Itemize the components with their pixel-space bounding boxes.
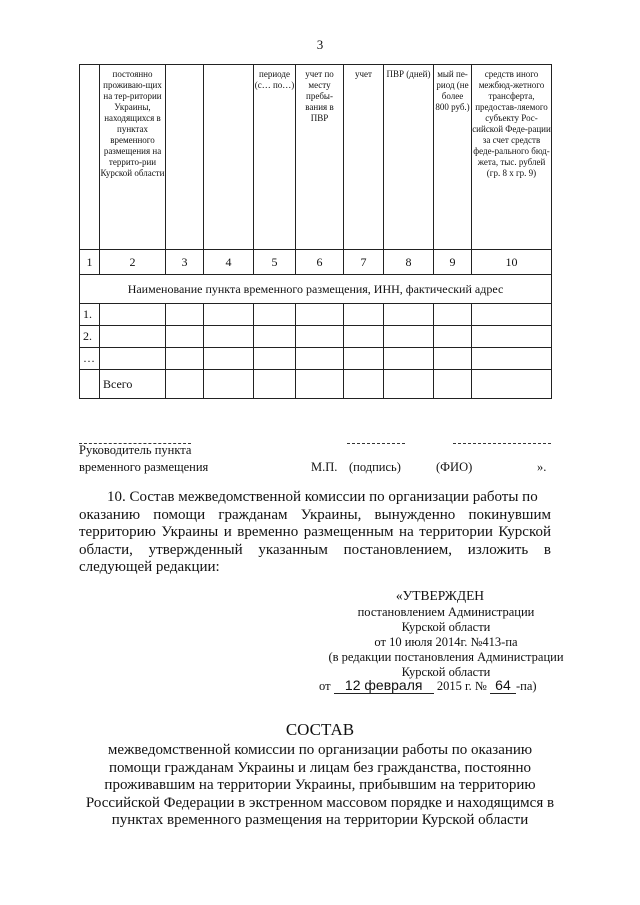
signature-title-line2: временного размещения — [79, 460, 209, 474]
header-cell: периоде (с… по…) — [254, 65, 296, 250]
column-number: 7 — [344, 250, 384, 275]
table-row — [80, 348, 552, 370]
total-row — [80, 370, 552, 399]
row-index: 2. — [80, 326, 100, 348]
header-cell: учет — [344, 65, 384, 250]
approval-line: Курской области — [401, 665, 491, 679]
body-line: Российской Федерации в экстренном массовом порядке и находящимся в — [85, 794, 555, 811]
column-number: 10 — [472, 250, 552, 275]
paragraph-10-line: территорию Украины и временно размещенным на территории Курской — [79, 524, 551, 540]
report-table — [79, 64, 552, 399]
body-line: пунктах временного размещения на территории Курской области — [111, 812, 529, 828]
signature-underline — [79, 443, 191, 444]
approval-line: от 10 июля 2014г. №413-па — [374, 635, 518, 649]
fio-label: (ФИО) — [436, 460, 473, 474]
column-number: 2 — [100, 250, 166, 275]
column-number: 5 — [254, 250, 296, 275]
signature-underline — [453, 443, 551, 444]
header-cell: средств иного межбюд-жетного трансферта, предостав-ляемого субъекту Рос-сийской Феде-рации за счет средств феде-рального бюд-жета, тыс. рублей (гр. 8 х гр. 9) — [472, 65, 552, 250]
paragraph-10-line: области, утвержденный указанным постановлением, изложить в — [79, 542, 551, 558]
row-index: … — [80, 348, 100, 370]
approval-line: (в редакции постановления Администрации — [328, 650, 564, 664]
approval-line: постановлением Администрации — [357, 605, 535, 619]
header-cell: мый пе-риод (не более 800 руб.) — [434, 65, 472, 250]
page-number: 3 — [316, 37, 324, 52]
header-cell — [166, 65, 204, 250]
body-line: проживавшим на территории Украины, прибывшим на территорию — [104, 777, 536, 793]
signature-title-line1: Руководитель пункта — [79, 443, 192, 457]
body-line: межведомственной комиссии по организации работы по оказанию — [107, 742, 533, 758]
paragraph-10-line: 10. Состав межведомственной комиссии по организации работы по — [107, 489, 538, 505]
header-cell: ПВР (дней) — [384, 65, 434, 250]
signature-label: (подпись) — [349, 460, 401, 474]
column-number: 6 — [296, 250, 344, 275]
table-header-row — [80, 65, 552, 250]
approval-line: Курской области — [401, 620, 491, 634]
table-row — [80, 326, 552, 348]
commission-description — [79, 742, 561, 830]
total-label: Всего — [100, 370, 166, 399]
column-number: 8 — [384, 250, 434, 275]
body-line: помощи гражданам Украины и лицам без гражданства, постоянно — [108, 759, 532, 776]
column-number: 4 — [204, 250, 254, 275]
signature-underline — [347, 443, 405, 444]
span-row-label: Наименование пункта временного размещения, ИНН, фактический адрес — [80, 275, 552, 304]
header-cell: постоянно проживаю-щих на тер-ритории Украины, находящихся в пунктах временного размещения на террито-рии Курской области — [100, 65, 166, 250]
column-number: 1 — [80, 250, 100, 275]
document-title: СОСТАВ — [285, 720, 355, 739]
table-row — [80, 304, 552, 326]
closing-quote: ». — [537, 460, 547, 474]
header-cell — [80, 65, 100, 250]
paragraph-10-line: следующей редакции: — [79, 559, 220, 575]
approval-date-line: от 12 февраля 2015 г. № 64 -па) — [319, 677, 537, 693]
handwritten-date: 12 февраля — [334, 677, 434, 694]
span-row — [80, 275, 552, 304]
column-number-row — [80, 250, 552, 275]
approval-heading: «УТВЕРЖДЕН — [395, 588, 485, 603]
header-cell — [204, 65, 254, 250]
paragraph-10-line: оказанию помощи гражданам Украины, вынужденно покинувшим — [79, 507, 551, 523]
handwritten-number: 64 — [490, 677, 516, 694]
header-cell: учет по месту пребы-вания в ПВР — [296, 65, 344, 250]
stamp-label: М.П. — [311, 460, 338, 474]
row-index: 1. — [80, 304, 100, 326]
column-number: 3 — [166, 250, 204, 275]
column-number: 9 — [434, 250, 472, 275]
